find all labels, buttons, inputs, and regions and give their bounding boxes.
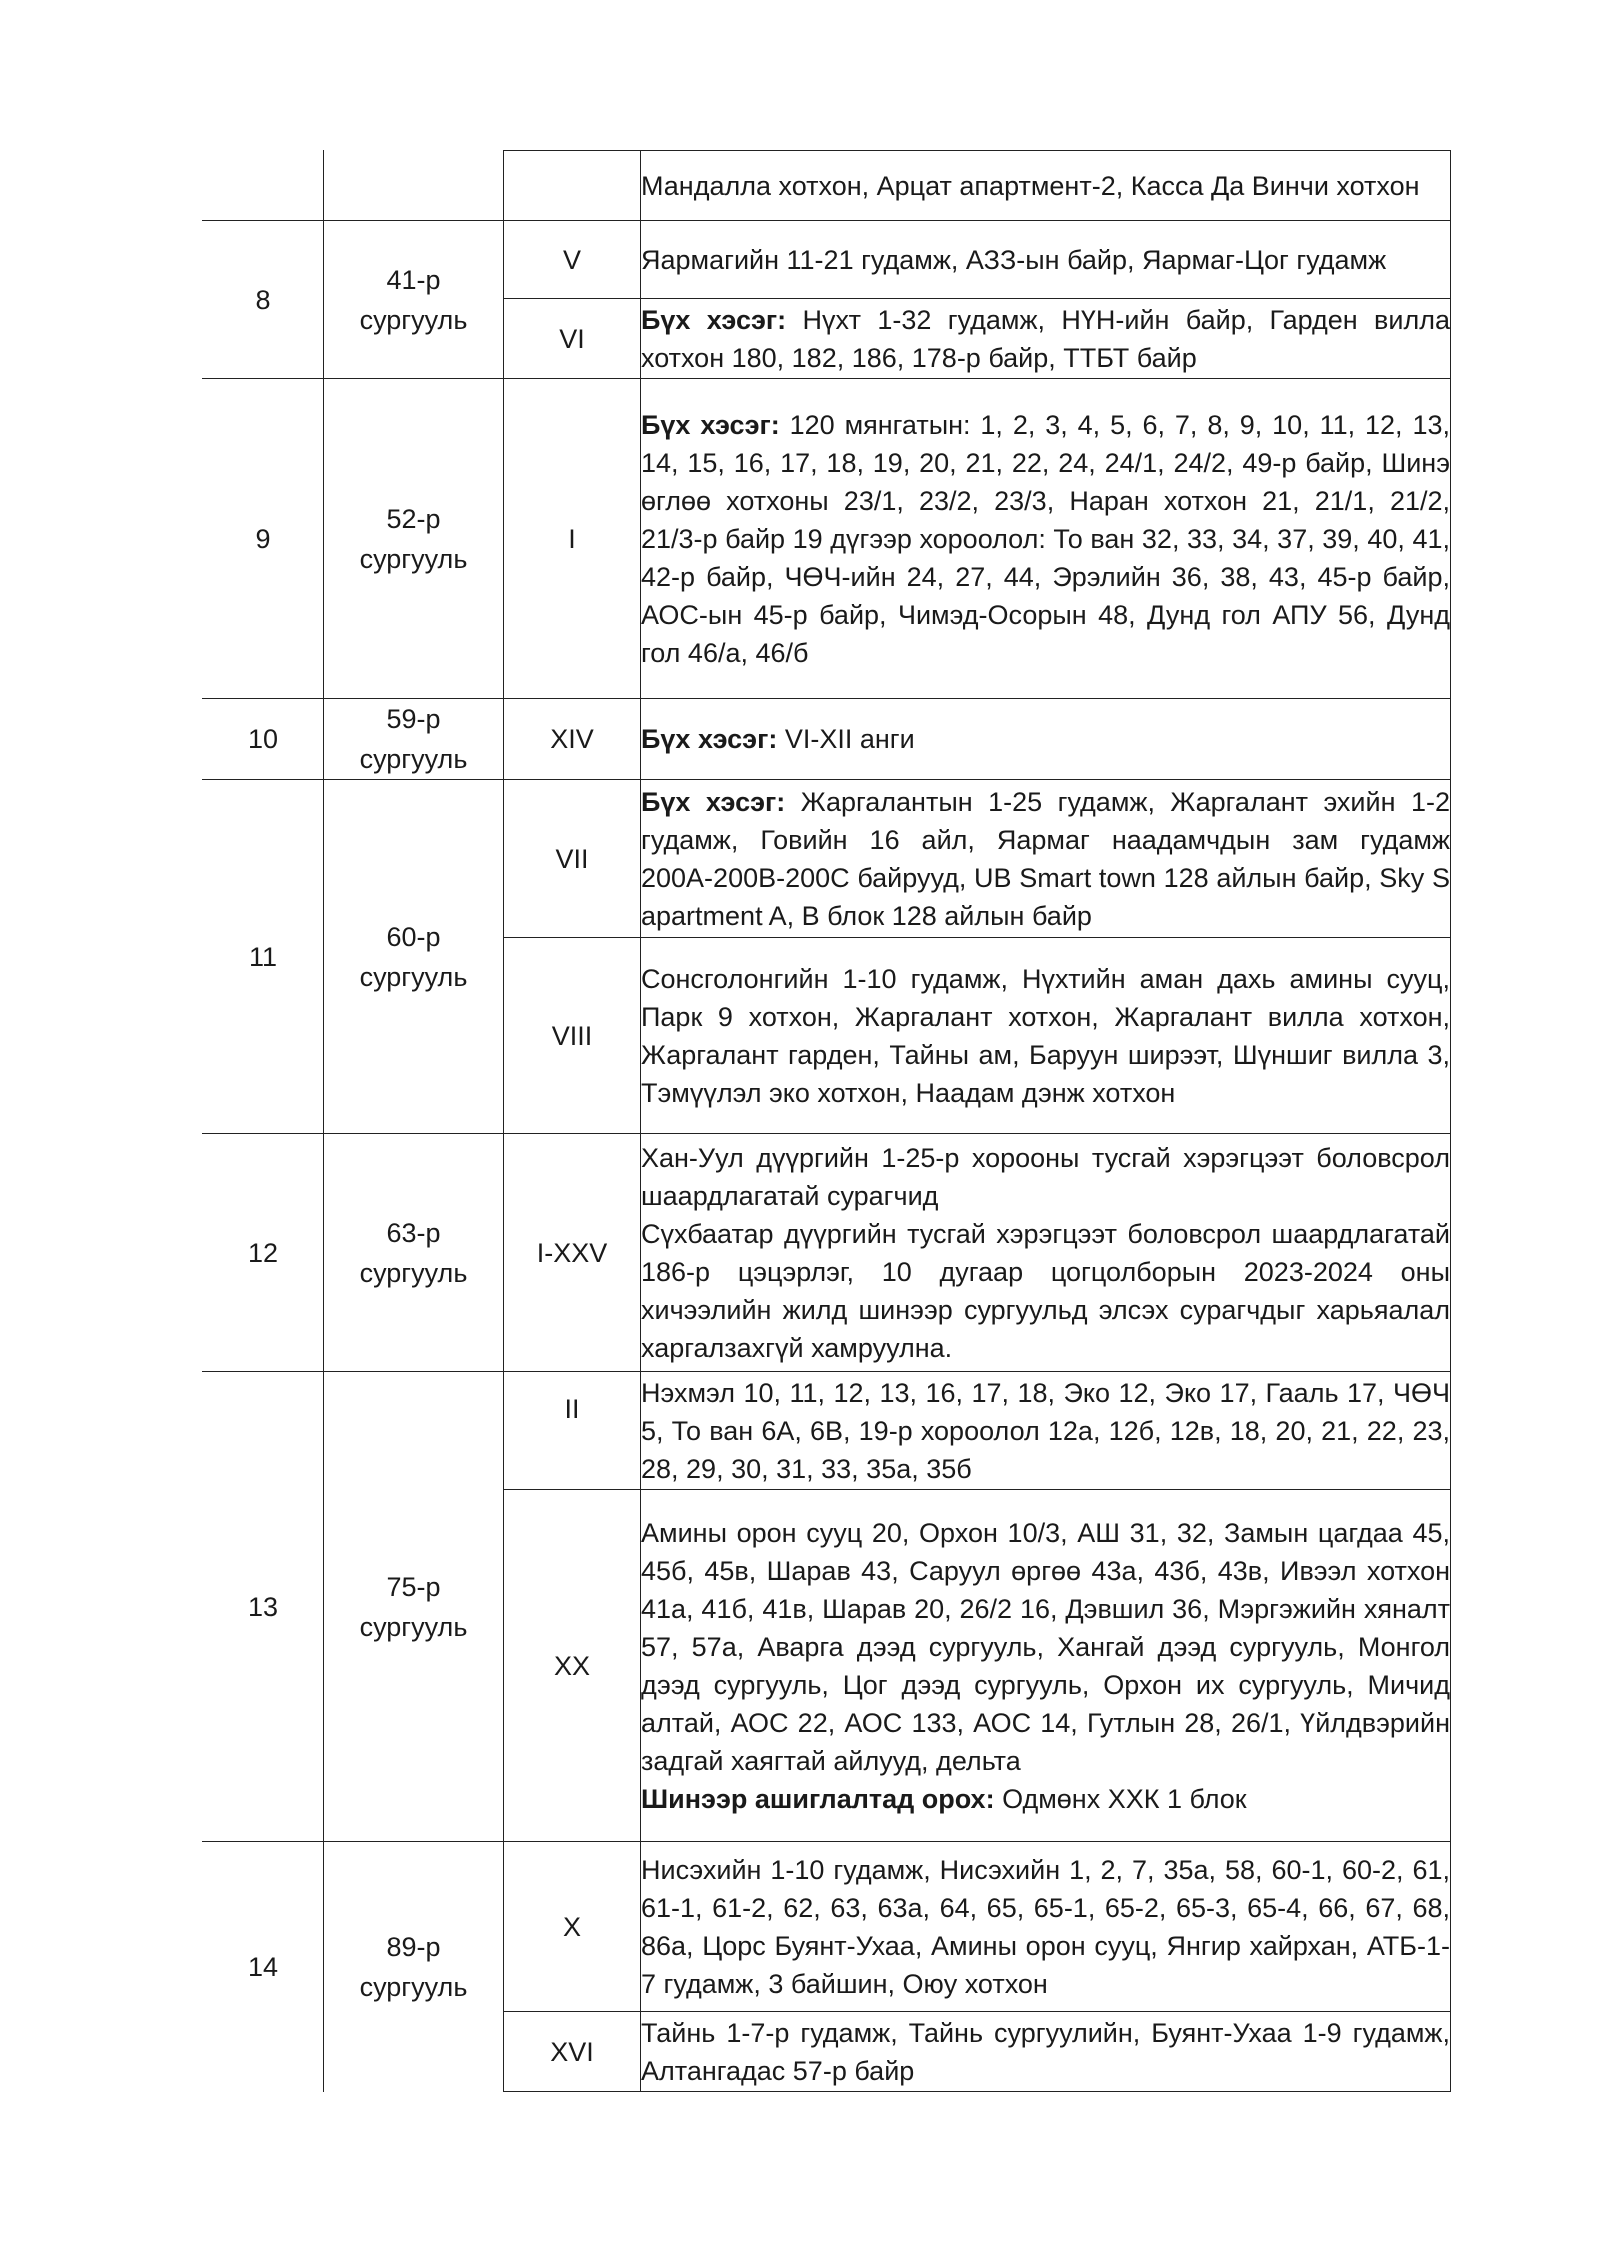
new-use-text: Одмөнх ХХК 1 блок [994, 1783, 1247, 1814]
school-number: 60-р [386, 921, 441, 952]
address-text: Нисэхийн 1-10 гудамж, Нисэхийн 1, 2, 7, 35а, 58, 60-1, 60-2, 61, 61-1, 61-2, 62, 63, 63а, 64, 65, 65-1, 65-2, 65-3, 65-4, 66, 67, 68, 86а, Цорс Буянт-Ухаа, Амины орон сууц, Янгир хайрхан, АТБ-1-7 гудамж, 3 байшин, Оюу хотхон [641, 1854, 1450, 1999]
address-text: Амины орон сууц 20, Орхон 10/3, АШ 31, 32, Замын цагдаа 45, 45б, 45в, Шарав 43, Саруул өргөө 43а, 43б, 43в, Ивээл хотхон 41а, 41б, 41в, Шарав 20, 26/2 16, Дэвшил 36, Мэргэжийн хяналт 57, 57а, Аварга дээд сургууль, Хангай дээд сургууль, Монгол дээд сургууль, Цог дээд сургууль, Орхон их сургууль, Мичид алтай, АОС 22, АОС 133, АОС 14, Гутлын 28, 26/1, Үйлдвэрийн задгай хаягтай айлууд, дельта [641, 1517, 1450, 1776]
school-cell [324, 699, 504, 780]
row-number-cell: 12 [203, 1134, 324, 1372]
address-cell [641, 221, 1451, 299]
section-cell: X [504, 1842, 641, 2012]
new-use-line [641, 1780, 1450, 1818]
row-number-cell: 9 [203, 379, 324, 699]
table-row [203, 379, 1451, 699]
section-cell: VII [504, 780, 641, 938]
address-text: 120 мянгатын: 1, 2, 3, 4, 5, 6, 7, 8, 9, 10, 11, 12, 13, 14, 15, 16, 17, 18, 19, 20, 21, 22, 24, 24/1, 24/2, 49-р байр, Шинэ өглөө хотхоны 23/1, 23/2, 23/3, Наран хотхон 21, 21/1, 21/2, 21/3-р байр 19 дүгээр хороолол: То ван 32, 33, 34, 37, 39, 40, 41, 42-р байр, ЧӨЧ-ийн 24, 27, 44, Эрэлийн 36, 38, 43, 45-р байр, АОС-ын 45-р байр, Чимэд-Осорын 48, Дунд гол АПУ 56, Дунд гол 46/а, 46/б [641, 409, 1450, 668]
school-cell [324, 1372, 504, 1842]
school-cell [324, 780, 504, 1134]
table-row [203, 151, 1451, 221]
row-number-cell [203, 151, 324, 221]
row-number-cell: 11 [203, 780, 324, 1134]
address-cell [641, 1372, 1451, 1490]
school-number: 59-р [386, 704, 441, 734]
school-number: 75-р [386, 1571, 441, 1602]
address-cell [641, 379, 1451, 699]
school-word: сургууль [359, 1971, 468, 2002]
school-word: сургууль [359, 1257, 468, 1288]
address-text: Мандалла хотхон, Арцат апартмент-2, Касса Да Винчи хотхон [641, 170, 1420, 201]
row-number-cell: 13 [203, 1372, 324, 1842]
section-cell: II [504, 1372, 641, 1490]
row-number-cell: 10 [203, 699, 324, 780]
address-cell [641, 299, 1451, 379]
school-word: сургууль [359, 543, 468, 574]
address-cell [641, 151, 1451, 221]
address-cell [641, 938, 1451, 1134]
all-sections-label: Бүх хэсэг: [641, 409, 780, 440]
address-cell [641, 2012, 1451, 2092]
school-number: 63-р [386, 1217, 441, 1248]
school-cell [324, 379, 504, 699]
school-cell [324, 221, 504, 379]
address-text: Тайнь 1-7-р гудамж, Тайнь сургуулийн, Буянт-Ухаа 1-9 гудамж, Алтангадас 57-р байр [641, 2017, 1450, 2086]
address-cell [641, 1490, 1451, 1842]
new-use-label: Шинээр ашиглалтад орох: [641, 1783, 995, 1814]
address-text: Сонсголонгийн 1-10 гудамж, Нүхтийн аман дахь амины сууц, Парк 9 хотхон, Жаргалант хотхон, Жаргалант вилла хотхон, Жаргалант гарден, Тайны ам, Баруун ширээт, Шүншиг вилла 3, Тэмүүлэл эко хотхон, Наадам дэнж хотхон [641, 963, 1450, 1108]
section-cell: I [504, 379, 641, 699]
section-cell: XX [504, 1490, 641, 1842]
address-text: VI-XII анги [777, 724, 915, 754]
address-cell [641, 780, 1451, 938]
schools-district-table [202, 150, 1451, 2092]
section-cell: VIII [504, 938, 641, 1134]
address-cell [641, 1134, 1451, 1372]
school-cell [324, 1842, 504, 2092]
section-cell: XIV [504, 699, 641, 780]
address-text: Хан-Уул дүүргийн 1-25-р хорооны тусгай хэрэгцээт боловсрол шаардлагатай сурагчид [641, 1142, 1450, 1211]
row-number-cell: 14 [203, 1842, 324, 2092]
table-row [203, 780, 1451, 938]
table-row [203, 699, 1451, 780]
school-number: 89-р [386, 1931, 441, 1962]
table-row [203, 221, 1451, 299]
all-sections-label: Бүх хэсэг: [641, 786, 786, 817]
school-word: сургууль [359, 744, 468, 774]
address-text-2: Сүхбаатар дүүргийн тусгай хэрэгцээт боловсрол шаардлагатай 186-р цэцэрлэг, 10 дугаар цогцолборын 2023-2024 оны хичээлийн жилд шинээр сургуульд элсэх сурагчдыг харьяалал харгалзахгүй хамруулна. [641, 1218, 1450, 1363]
school-word: сургууль [359, 304, 468, 335]
section-cell [504, 151, 641, 221]
section-cell: V [504, 221, 641, 299]
all-sections-label: Бүх хэсэг: [641, 304, 787, 335]
school-word: сургууль [359, 961, 468, 992]
section-cell: I-XXV [504, 1134, 641, 1372]
school-word: сургууль [359, 1611, 468, 1642]
school-cell [324, 151, 504, 221]
address-text: Нүхт 1-32 гудамж, НҮН-ийн байр, Гарден вилла хотхон 180, 182, 186, 178-р байр, ТТБТ байр [641, 304, 1450, 373]
school-number: 52-р [386, 503, 441, 534]
school-number: 41-р [386, 264, 441, 295]
address-text: Нэхмэл 10, 11, 12, 13, 16, 17, 18, Эко 12, Эко 17, Гааль 17, ЧӨЧ 5, То ван 6А, 6В, 19-р хороолол 12а, 12б, 12в, 18, 20, 21, 22, 23, 28, 29, 30, 31, 33, 35а, 35б [641, 1377, 1450, 1484]
all-sections-label: Бүх хэсэг: [641, 724, 778, 754]
address-text: Яармагийн 11-21 гудамж, АЗЗ-ын байр, Яармаг-Цог гудамж [641, 244, 1387, 275]
row-number-cell: 8 [203, 221, 324, 379]
school-cell [324, 1134, 504, 1372]
address-cell [641, 699, 1451, 780]
table-row [203, 1372, 1451, 1490]
section-cell: XVI [504, 2012, 641, 2092]
address-text: Жаргалантын 1-25 гудамж, Жаргалант эхийн 1-2 гудамж, Говийн 16 айл, Яармаг наадамчдын зам гудамж 200А-200В-200С байрууд, UB Smart town 128 айлын байр, Sky S apartment A, B блок 128 айлын байр [641, 786, 1450, 931]
section-cell: VI [504, 299, 641, 379]
table-row [203, 1134, 1451, 1372]
table-row [203, 1842, 1451, 2012]
address-cell [641, 1842, 1451, 2012]
